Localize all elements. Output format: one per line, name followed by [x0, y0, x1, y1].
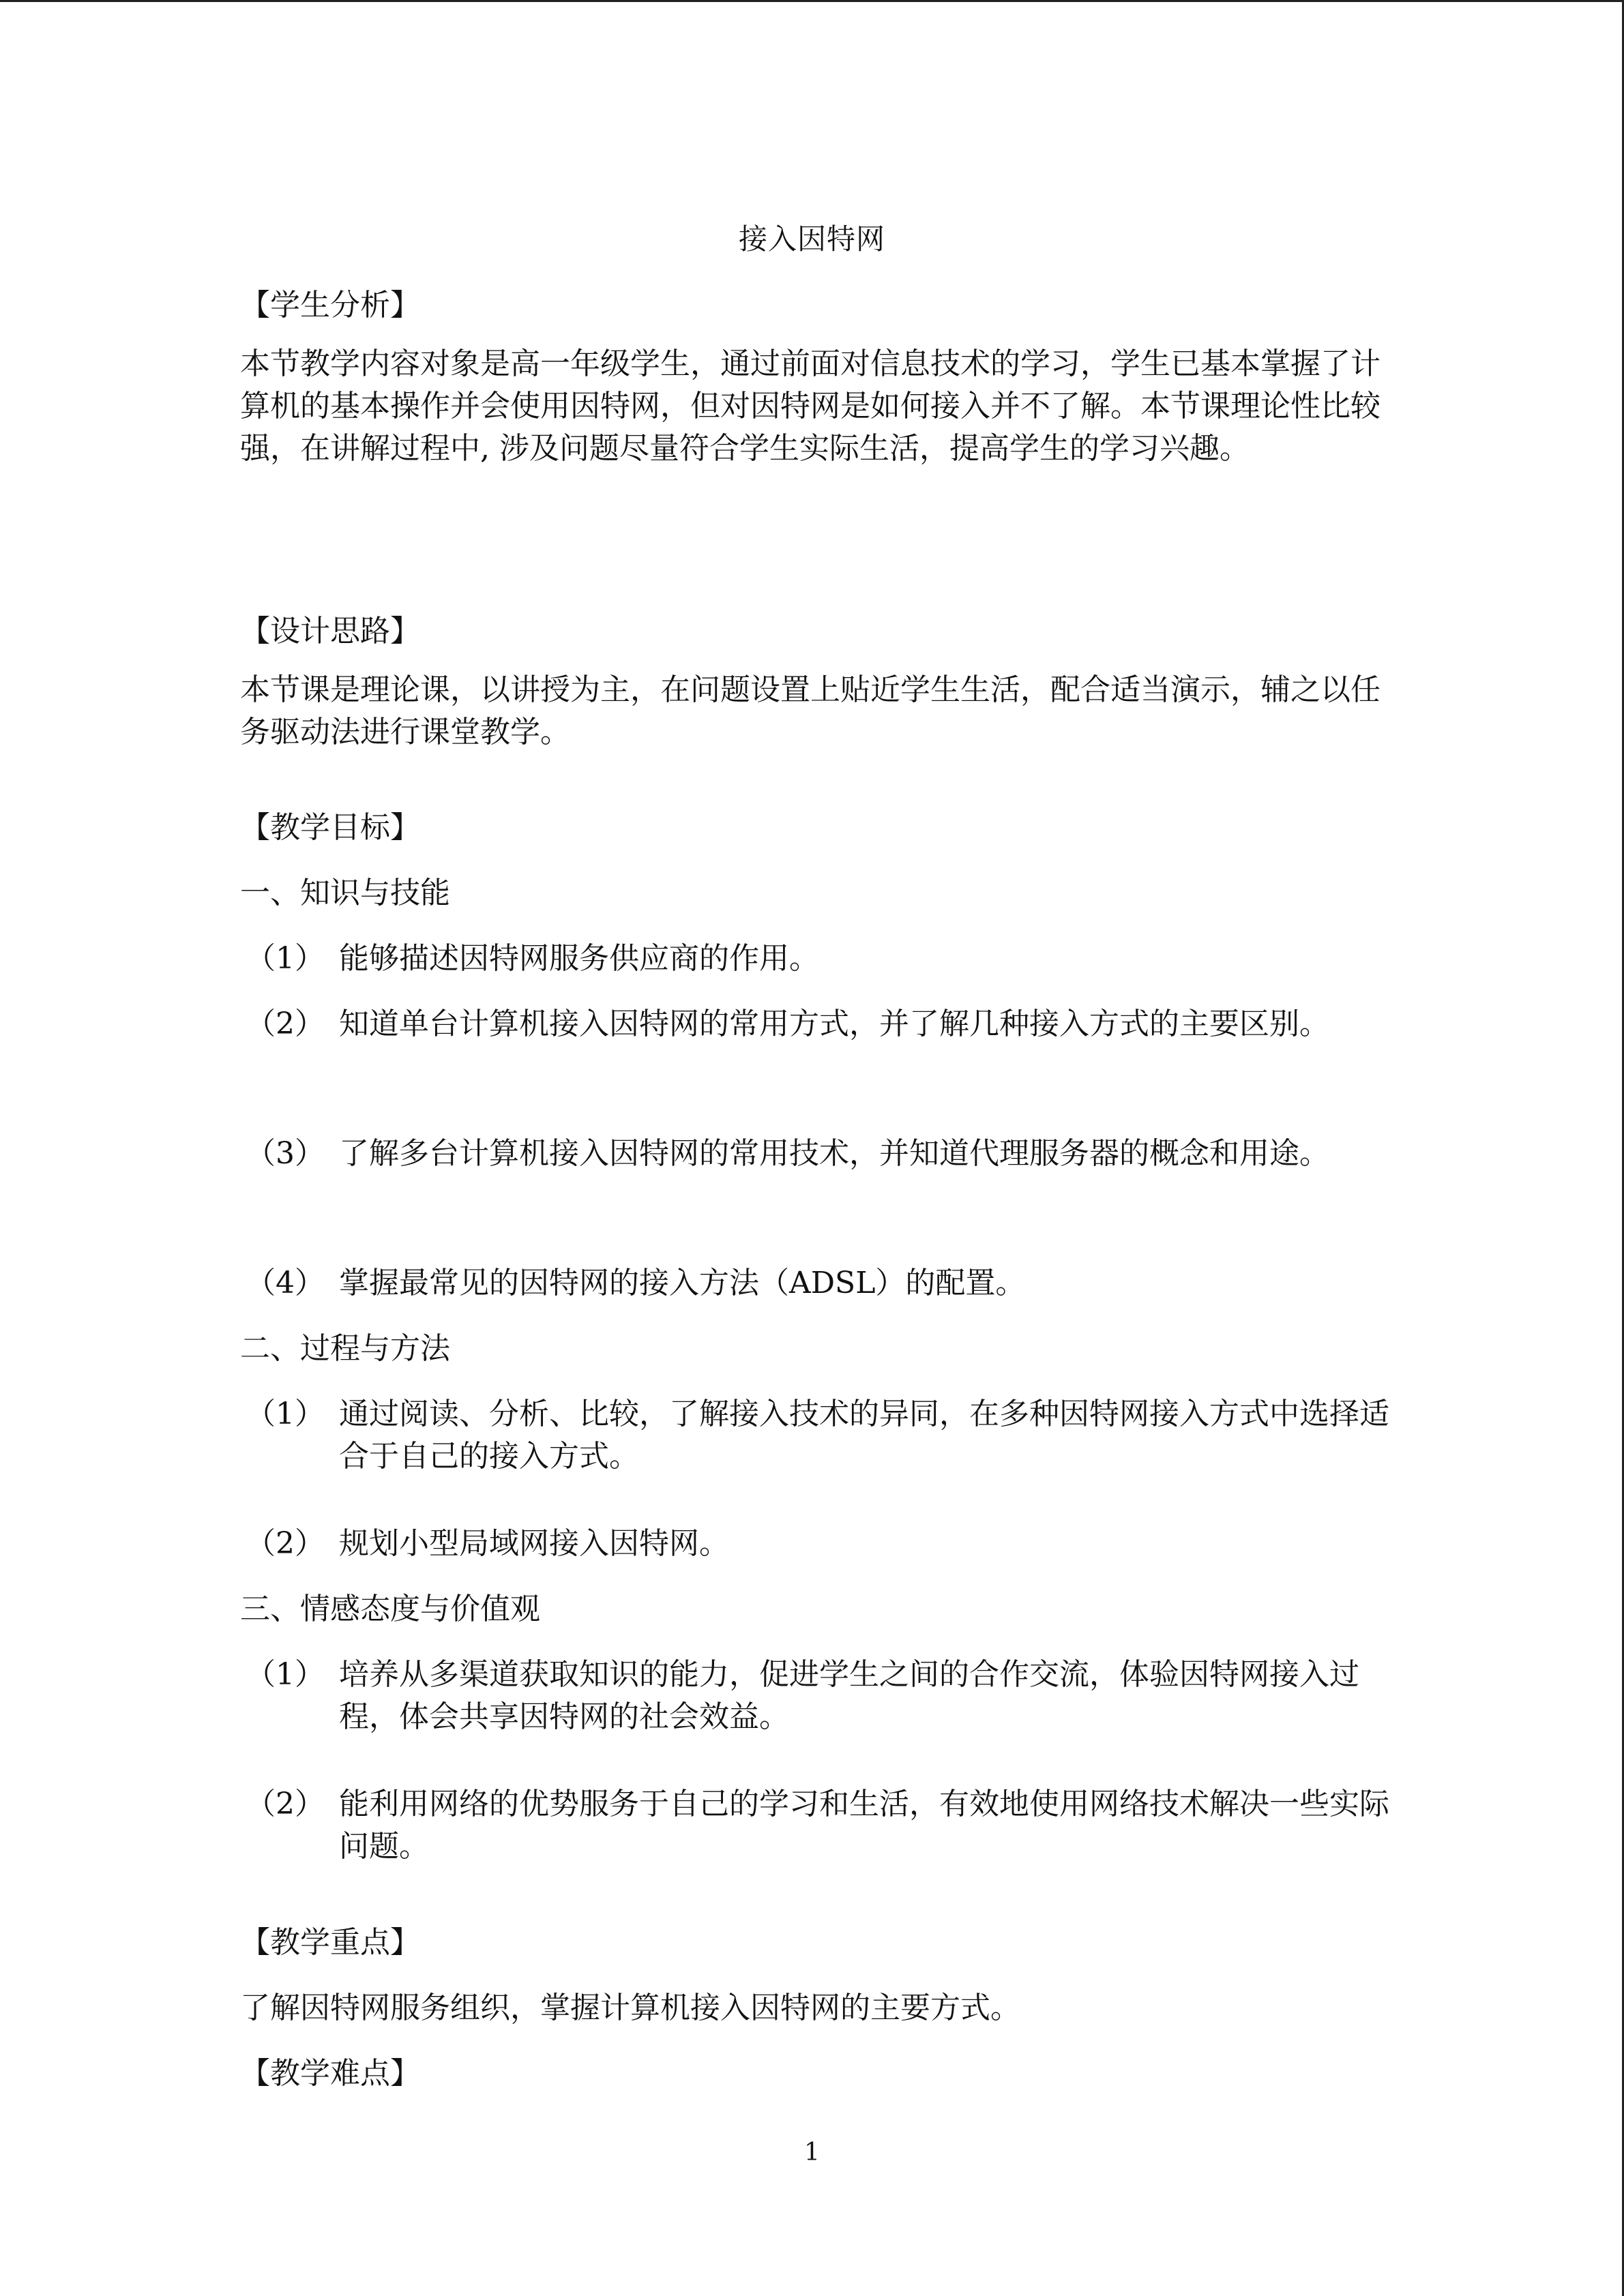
key-points-paragraph: 了解因特网服务组织，掌握计算机接入因特网的主要方式。	[240, 1991, 1020, 2025]
process-methods-heading: 二、过程与方法	[240, 1331, 450, 1366]
knowledge-item-1-number: （1）	[246, 941, 325, 976]
knowledge-item-2-text: 知道单台计算机接入因特网的常用方式，并了解几种接入方式的主要区别。	[339, 1007, 1329, 1041]
process-item-2-number: （2）	[246, 1526, 325, 1561]
emotion-item-2-number: （2）	[246, 1787, 325, 1821]
knowledge-skills-heading: 一、知识与技能	[240, 876, 450, 910]
knowledge-item-2-number: （2）	[246, 1007, 325, 1041]
design-idea-heading: 【设计思路】	[240, 614, 420, 648]
student-analysis-paragraph: 本节教学内容对象是高一年级学生，通过前面对信息技术的学习，学生已基本掌握了计算机的基本操作并会使用因特网，但对因特网是如何接入并不了解。本节课理论性比较强，在讲解过程中, 涉及问题尽量符合学生实际生活，提高学生的学习兴趣。	[240, 346, 1381, 466]
key-points-heading: 【教学重点】	[240, 1925, 420, 1960]
emotion-values-heading: 三、情感态度与价值观	[240, 1592, 540, 1626]
process-item-1-text: 通过阅读、分析、比较，了解接入技术的异同，在多种因特网接入方式中选择适合于自己的接入方式。	[339, 1397, 1389, 1474]
design-idea-paragraph: 本节课是理论课，以讲授为主，在问题设置上贴近学生生活，配合适当演示，辅之以任务驱动法进行课堂教学。	[240, 672, 1381, 749]
knowledge-item-1-text: 能够描述因特网服务供应商的作用。	[339, 941, 819, 976]
knowledge-item-3-text: 了解多台计算机接入因特网的常用技术，并知道代理服务器的概念和用途。	[339, 1136, 1329, 1171]
knowledge-item-4-text: 掌握最常见的因特网的接入方法（ADSL）的配置。	[339, 1266, 1026, 1300]
knowledge-item-4-number: （4）	[246, 1266, 325, 1300]
knowledge-item-3-number: （3）	[246, 1136, 325, 1171]
student-analysis-heading: 【学生分析】	[240, 288, 420, 323]
process-item-2-text: 规划小型局域网接入因特网。	[339, 1526, 729, 1561]
process-item-1-number: （1）	[246, 1397, 325, 1431]
emotion-item-2-text: 能利用网络的优势服务于自己的学习和生活，有效地使用网络技术解决一些实际问题。	[339, 1787, 1389, 1864]
difficult-points-heading: 【教学难点】	[240, 2056, 420, 2091]
teaching-goals-heading: 【教学目标】	[240, 810, 420, 845]
emotion-item-1-number: （1）	[246, 1657, 325, 1692]
page-number: 1	[804, 2138, 820, 2166]
emotion-item-1-text: 培养从多渠道获取知识的能力，促进学生之间的合作交流，体验因特网接入过程，体会共享因特网的社会效益。	[339, 1657, 1359, 1734]
document-title: 接入因特网	[738, 222, 885, 256]
